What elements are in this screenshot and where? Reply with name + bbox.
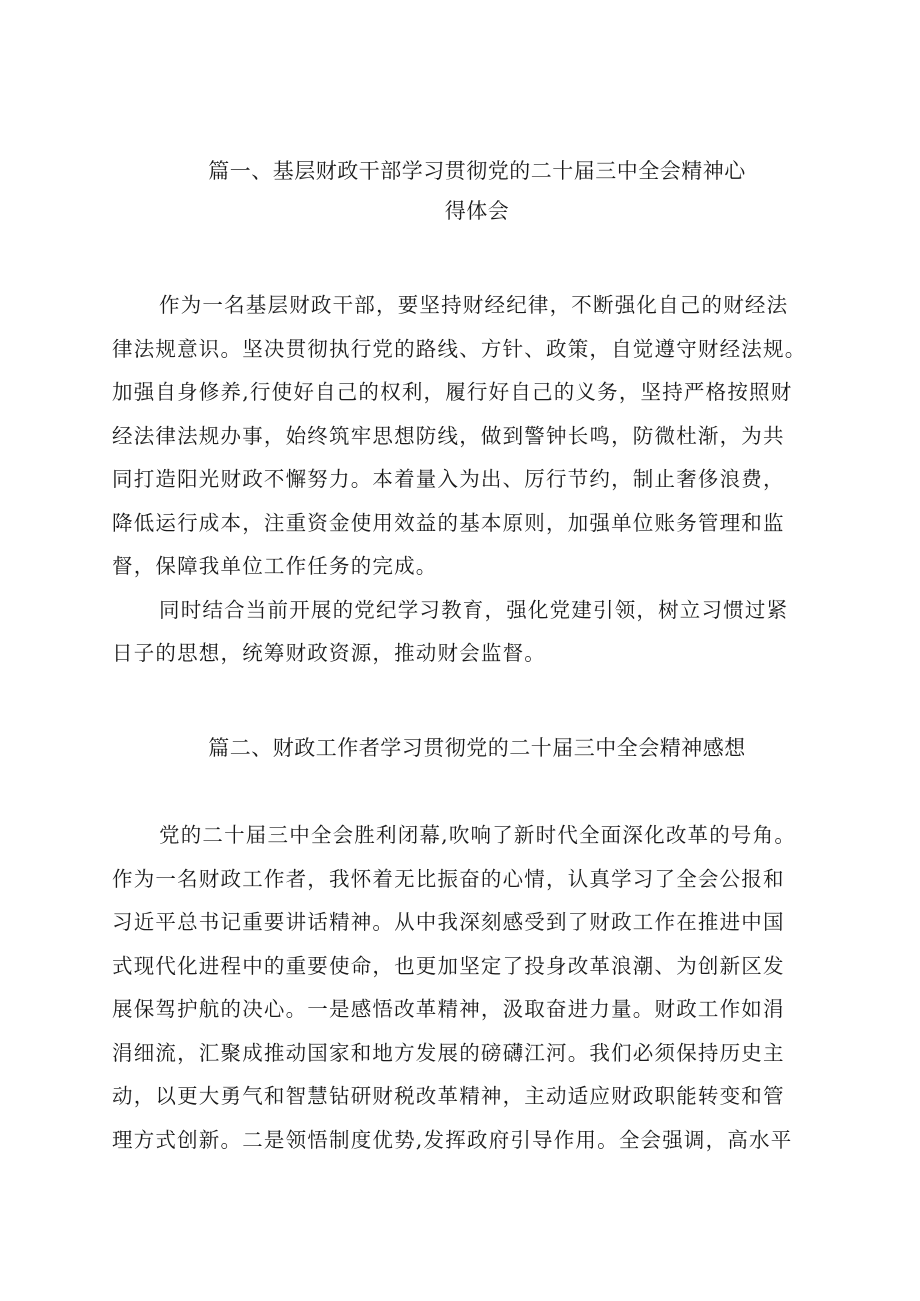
section-one-heading-line-1: 篇一、基层财政干部学习贯彻党的二十届三中全会精神心: [208, 159, 746, 183]
paragraph-line: 加强自身修养,行使好自己的权利，履行好自己的义务，坚持严格按照财: [112, 380, 793, 404]
section-two: [112, 728, 842, 768]
section-one-heading-line-2: 得体会: [444, 199, 510, 223]
paragraph-line: 理方式创新。二是领悟制度优势,发挥政府引导作用。全会强调，高水平: [112, 1127, 793, 1152]
section-two-heading-line: 篇二、财政工作者学习贯彻党的二十届三中全会精神感想: [208, 736, 746, 760]
paragraph-line: 作为一名财政工作者，我怀着无比振奋的心情，认真学习了全会公报和: [112, 866, 785, 891]
section-one-heading: [112, 151, 842, 231]
paragraph-line: 习近平总书记重要讲话精神。从中我深刻感受到了财政工作在推进中国: [112, 910, 785, 934]
paragraph-line: 同时结合当前开展的党纪学习教育，强化党建引领，树立习惯过紧: [159, 597, 789, 622]
paragraph-line: 式现代化进程中的重要使命，也更加坚定了投身改革浪潮、为创新区发: [112, 953, 785, 978]
section-one: [112, 151, 842, 231]
paragraph-line: 律法规意识。坚决贯彻执行党的路线、方针、政策，自觉遵守财经法规。: [112, 336, 807, 361]
section-one-paragraph-1: [112, 284, 842, 589]
paragraph-line: 涓细流，汇聚成推动国家和地方发展的磅礴江河。我们必须保持历史主: [112, 1040, 785, 1065]
paragraph-line: 展保驾护航的决心。一是感悟改革精神，汲取奋进力量。财政工作如涓: [112, 997, 785, 1021]
section-two-body: [112, 814, 842, 1162]
paragraph-line: 动，以更大勇气和智慧钻研财税改革精神，主动适应财政职能转变和管: [112, 1084, 785, 1108]
paragraph-line: 经法律法规办事，始终筑牢思想防线，做到警钟长鸣，防微杜渐，为共: [112, 423, 785, 448]
section-two-heading: [112, 728, 842, 768]
paragraph-line: 督，保障我单位工作任务的完成。: [112, 554, 438, 578]
section-one-body: [112, 284, 842, 676]
paragraph-line: 同打造阳光财政不懈努力。本着量入为出、厉行节约，制止奢侈浪费，: [112, 467, 785, 491]
paragraph-line: 作为一名基层财政干部，要坚持财经纪律，不断强化自己的财经法: [159, 293, 789, 317]
section-two-paragraph-1: [112, 814, 842, 1162]
section-one-paragraph-2: [112, 589, 842, 676]
paragraph-line: 降低运行成本，注重资金使用效益的基本原则，加强单位账务管理和监: [112, 510, 785, 535]
paragraph-line: 党的二十届三中全会胜利闭幕,吹响了新时代全面深化改革的号角。: [159, 823, 797, 847]
paragraph-line: 日子的思想，统筹财政资源，推动财会监督。: [112, 641, 546, 665]
